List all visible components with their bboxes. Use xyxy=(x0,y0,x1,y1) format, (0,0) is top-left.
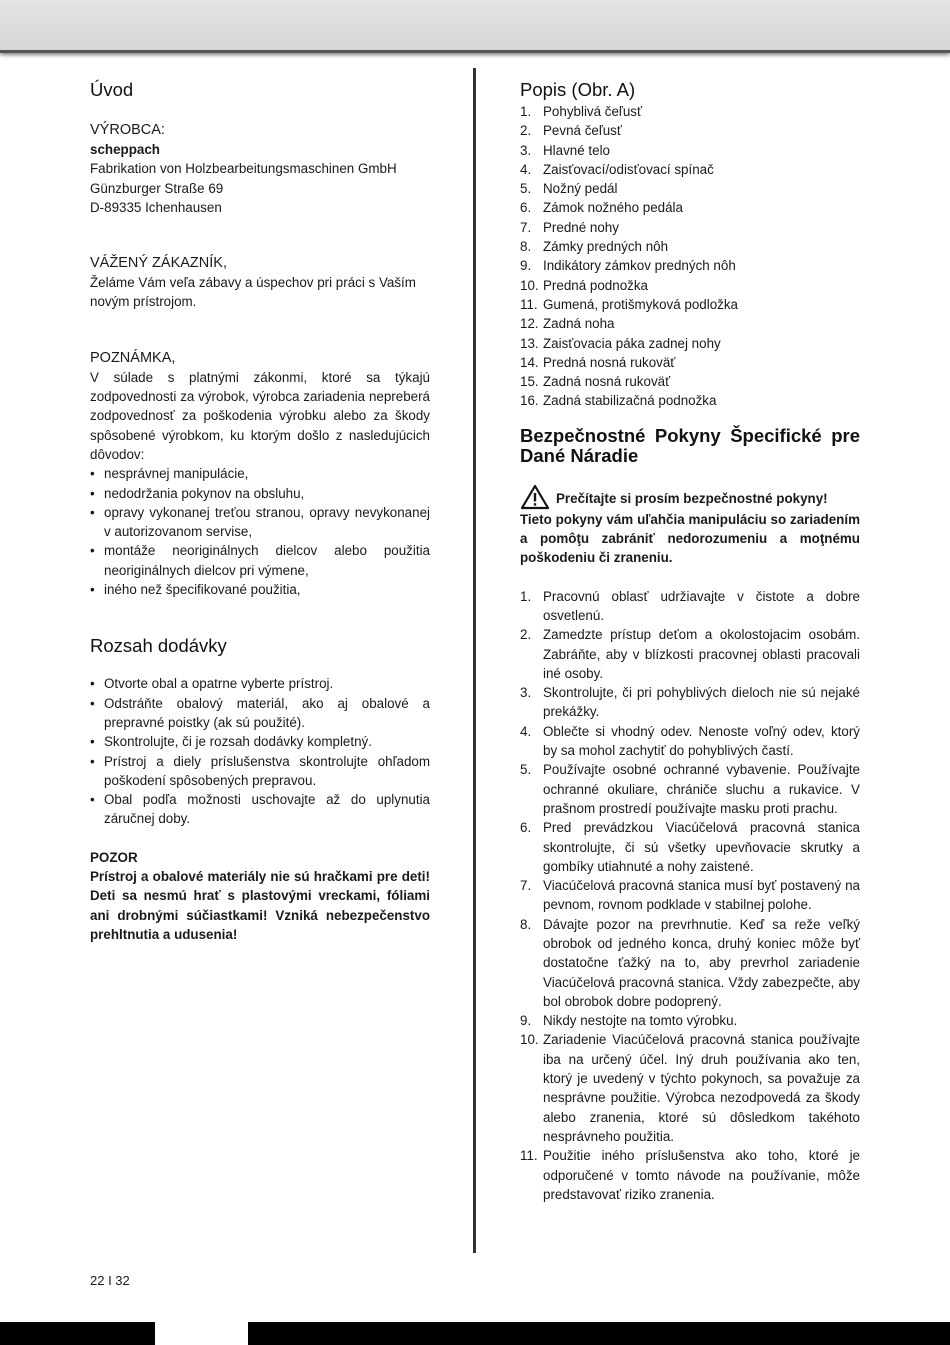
list-item: 1. Pracovnú oblasť udržiavajte v čistote a dobre osvetlenú. xyxy=(520,588,860,623)
list-item: 9. Nikdy nestojte na tomto výrobku. xyxy=(520,1013,738,1029)
column-divider xyxy=(473,68,476,1253)
list-item: 7. Predné nohy xyxy=(520,219,619,235)
list-item: 5. Používajte osobné ochranné vybavenie. Používajte ochranné okuliare, chrániče sluchu a rukavice. V prašnom prostredí používajte masku proti prachu. xyxy=(520,762,860,816)
list-item: 1. Pohyblivá čeľusť xyxy=(520,104,642,119)
list-item: • Skontrolujte, či je rozsah dodávky kompletný. xyxy=(90,732,430,751)
manufacturer-line: D-89335 Ichenhausen xyxy=(90,199,222,215)
list-item: • nedodržania pokynov na obsluhu, xyxy=(90,484,430,503)
description-list xyxy=(520,102,860,411)
list-item: 8. Zámky predných nôh xyxy=(520,239,669,255)
list-item: • Prístroj a diely príslušenstva skontrolujte ohľadom poškodení spôsobených prepravou. xyxy=(90,752,430,791)
safety-list xyxy=(520,587,860,1205)
list-item: • nesprávnej manipulácie, xyxy=(90,464,430,483)
list-item: 2. Pevná čeľusť xyxy=(520,123,622,139)
list-item: • Otvorte obal a opatrne vyberte prístroj. xyxy=(90,674,430,693)
list-item: • iného než špecifikované použitia, xyxy=(90,580,430,599)
manufacturer-line: Fabrikation von Holzbearbeitungsmaschinen GmbH xyxy=(90,161,397,177)
note-heading: POZNÁMKA, xyxy=(90,349,176,366)
list-item: • Obal podľa možnosti uschovajte až do uplynutia záručnej doby. xyxy=(90,790,430,829)
left-column xyxy=(90,78,430,944)
warning-block xyxy=(520,484,860,510)
list-item: 4. Zaisťovací/odisťovací spínač xyxy=(520,161,714,177)
top-header-bar xyxy=(0,0,950,53)
list-item: 16. Zadná stabilizačná podnožka xyxy=(520,393,717,409)
list-item: 6. Zámok nožného pedála xyxy=(520,200,683,216)
manufacturer-heading: VÝROBCA: xyxy=(90,122,165,138)
list-item: 3. Skontrolujte, či pri pohyblivých dieloch nie sú nejaké prekážky. xyxy=(520,685,860,720)
list-item: • opravy vykonanej treťou stranou, opravy nevykonanej v autorizovanom servise, xyxy=(90,503,430,542)
list-item: 14. Predná nosná rukoväť xyxy=(520,354,676,370)
list-item: 6. Pred prevádzkou Viacúčelová pracovná stanica skontrolujte, či sú všetky upevňovacie skrutky a gombíky utiahnuté a nohy zaistené. xyxy=(520,820,860,874)
safety-title: Bezpečnostné Pokyny Špecifické pre Dané Náradie xyxy=(520,424,860,466)
list-item: 13. Zaisťovacia páka zadnej nohy xyxy=(520,335,721,351)
list-item: 8. Dávajte pozor na prevrhnutie. Keď sa reže veľký obrobok od jedného konca, druhý koniec môže byť dostatočne ťažký na to, aby prevrhol zariadenie Viacúčelová pracovná stanica. Vždy zabezpečte, aby bol obrobok dobre podoprený. xyxy=(520,916,860,1009)
warning-text: Tieto pokyny vám uľahčia manipuláciu so zariadením a pomôţu zabrániť nedorozumeniu a moţnému poškodeniu či zraneniu. xyxy=(520,511,860,566)
bottom-footer-bar xyxy=(0,1322,950,1345)
list-item: 11. Použitie iného príslušenstva ako toho, ktoré je odporučené v tomto návode na používanie, môže predstavovať riziko zranenia. xyxy=(520,1148,860,1202)
caution-text: Prístroj a obalové materiály nie sú hračkami pre deti! Deti sa nesmú hrať s plastovými vreckami, fóliami ani drobnými súčiastkami! Vzniká nebezpečenstvo prehltnutia a udusenia! xyxy=(90,869,430,942)
customer-text: Želáme Vám veľa zábavy a úspechov pri práci s Vaším novým prístrojom. xyxy=(90,275,416,310)
note-list xyxy=(90,464,430,599)
page-number: 22 I 32 xyxy=(90,1273,130,1288)
list-item: 9. Indikátory zámkov predných nôh xyxy=(520,258,736,274)
customer-heading: VÁŽENÝ ZÁKAZNÍK, xyxy=(90,255,227,272)
delivery-list xyxy=(90,674,430,828)
list-item: 3. Hlavné telo xyxy=(520,142,610,158)
warning-lead: Prečítajte si prosím bezpečnostné pokyny! xyxy=(556,490,828,506)
right-column xyxy=(520,78,860,1204)
list-item: 10. Zariadenie Viacúčelová pracovná stanica používajte iba na určený účel. Iný druh používania ako ten, ktorý je uvedený v týchto pokynoch, sa považuje za nesprávne použitie. Výrobca nezodpovedá za škody alebo zranenia, ktoré sú dôsledkom takéhoto nesprávneho použitia. xyxy=(520,1032,860,1144)
intro-title: Úvod xyxy=(90,79,134,100)
list-item: 7. Viacúčelová pracovná stanica musí byť postavený na pevnom, rovnom podklade v stabilnej polohe. xyxy=(520,878,860,913)
list-item: 2. Zamedzte prístup deťom a okolostojacim osobám. Zabráňte, aby v blízkosti pracovnej oblasti pracovali iné osoby. xyxy=(520,627,860,681)
list-item: • montáže neoriginálnych dielcov alebo použitia neoriginálnych dielcov pri výmene, xyxy=(90,541,430,580)
list-item: 15. Zadná nosná rukoväť xyxy=(520,374,671,390)
caution-heading: POZOR xyxy=(90,849,138,865)
note-text: V súlade s platnými zákonmi, ktoré sa týkajú zodpovednosti za výrobok, výrobca zariadenia nepreberá zodpovednosť za poškodenia výrobku alebo za škody spôsobené výrobkom, ku ktorým došlo z nasledujúcich dôvodov: xyxy=(90,369,430,462)
list-item: • Odstráňte obalový materiál, ako aj obalové a prepravné poistky (ak sú použité). xyxy=(90,694,430,733)
description-title: Popis (Obr. A) xyxy=(520,79,636,100)
manufacturer-line: Günzburger Straße 69 xyxy=(90,180,224,196)
list-item: 11. Gumená, protišmyková podložka xyxy=(520,296,739,312)
warning-triangle-icon xyxy=(520,484,550,510)
list-item: 12. Zadná noha xyxy=(520,316,615,332)
manufacturer-name: scheppach xyxy=(90,142,160,157)
list-item: 5. Nožný pedál xyxy=(520,181,618,197)
list-item: 4. Oblečte si vhodný odev. Nenoste voľný odev, ktorý by sa mohol zachytiť do pohyblivých častí. xyxy=(520,723,860,759)
list-item: 10. Predná podnožka xyxy=(520,277,648,293)
bottom-footer-gap xyxy=(155,1322,248,1345)
delivery-title: Rozsah dodávky xyxy=(90,635,227,657)
